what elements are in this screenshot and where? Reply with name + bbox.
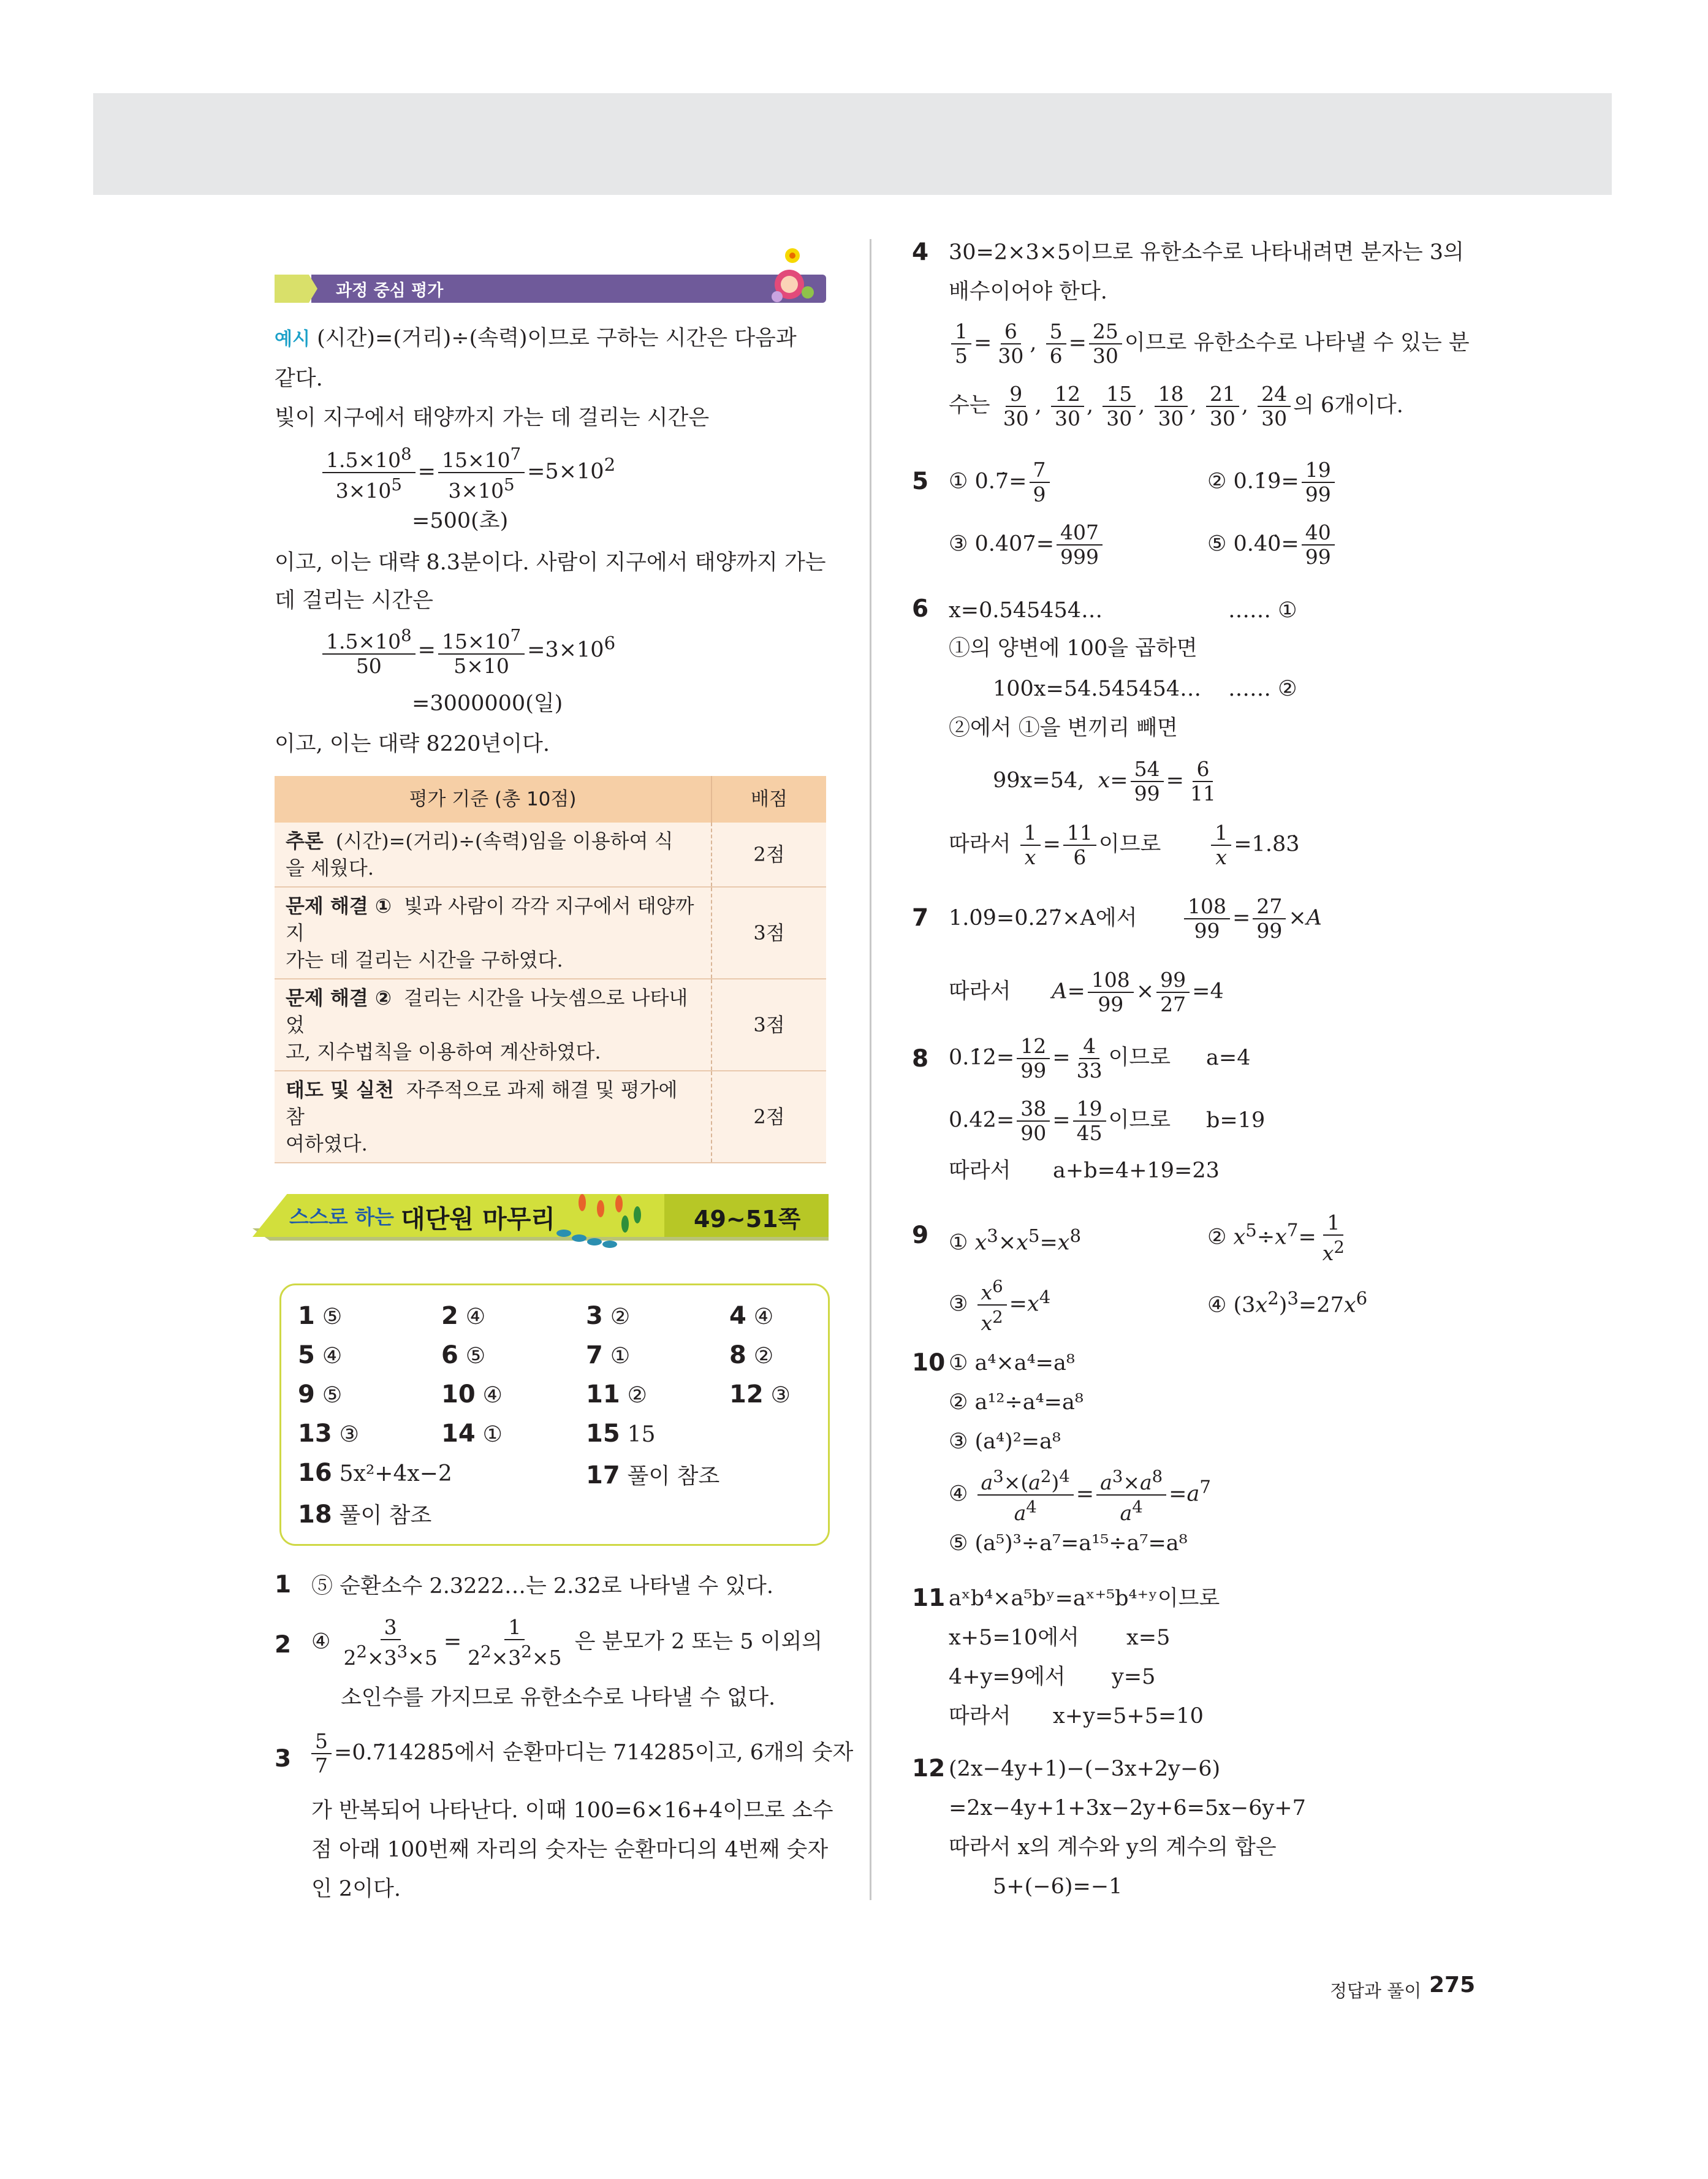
answer-number: 12	[729, 1380, 764, 1409]
solution-4b: 배수이어야 한다.	[949, 280, 1107, 304]
solution-9-3: ③ $\frac{x^6}{x^2}$ $=x^4$	[949, 1275, 1050, 1335]
eval-text-5: 데 걸리는 시간은	[275, 588, 433, 613]
solution-6e-text: 99x=54,	[993, 768, 1085, 793]
answer-value: ⑤	[322, 1383, 343, 1408]
example-label: 예시	[275, 329, 310, 350]
solution-11d: 따라서	[949, 1704, 1011, 1728]
answer-value: ③	[770, 1383, 791, 1408]
solution-8b2: b=19	[1206, 1108, 1266, 1133]
answer-number: 16	[298, 1459, 332, 1487]
solution-9-2: ② $x^5\div x^7=$ $\frac{1}{x^2}$	[1207, 1211, 1345, 1265]
answer-value: ⑤	[465, 1344, 486, 1369]
solution-6e: 99x=54, x= $\frac{54}{99}$ = $\frac{6}{11}$	[993, 757, 1216, 805]
eval-text-6: 이고, 이는 대략 8220년이다.	[275, 732, 550, 756]
answer-item	[586, 1380, 647, 1409]
solution-11c: 4+y=9에서	[949, 1665, 1066, 1689]
answer-number: 14	[441, 1420, 476, 1448]
answer-item	[441, 1380, 503, 1409]
solution-6c-tag: …… ②	[1228, 677, 1297, 701]
solution-8b: 0.42̇= $\frac{38}{90}$ = $\frac{19}{45}$ 이므로	[949, 1097, 1171, 1145]
review-banner	[252, 1194, 829, 1255]
solution-number: 8	[912, 1045, 929, 1073]
answer-value: 15	[627, 1422, 656, 1447]
solution-5-5: ⑤ 0.4̇0̇= $\frac{40}{99}$	[1207, 521, 1337, 569]
rubric-row	[275, 823, 826, 887]
answer-value: ④	[753, 1304, 774, 1329]
banner-lead	[275, 275, 317, 303]
solution-number: 2	[275, 1631, 292, 1659]
column-divider	[870, 239, 871, 1900]
solution-3d: 인 2이다.	[311, 1877, 401, 1901]
rubric-score: 3점	[712, 887, 826, 979]
solution-3c: 점 아래 100번째 자리의 숫자는 순환마디의 4번째 숫자	[311, 1838, 829, 1862]
answer-item	[441, 1302, 485, 1330]
solution-3-eq: $\frac{5}{7}$ =0.7̇14285̇에서 순환마디는 714285이고, 6개의 숫자	[309, 1730, 853, 1778]
rubric-table	[275, 776, 826, 1163]
eval-text-4: 이고, 이는 대략 8.3분이다. 사람이 지구에서 태양까지 가는	[275, 550, 826, 575]
solution-12b: =2x−4y+1+3x−2y+6=5x−6y+7	[949, 1796, 1306, 1820]
eval-eq-1: $\frac{1.5\times 10^8}{3\times 10^5}$ = $\frac{15\times 10^7}{3\times 10^5}$ $=5\times 10^2$	[320, 443, 615, 503]
solution-4c: $\frac{1}{5}$ = $\frac{6}{30}$ , $\frac{5}{6}$ = $\frac{25}{30}$ 이므로 유한소수로 나타낼 수 있는 분	[949, 320, 1470, 368]
rubric-row	[275, 979, 826, 1071]
solution-number: 10	[912, 1349, 946, 1377]
solution-4d: 수는 $\frac{9}{30}$ , $\frac{12}{30}$ , $\frac{15}{30}$ , $\frac{18}{30}$ , $\frac{21}{30}$ , $\frac{24}{30}$ 의 6개이다.	[949, 382, 1403, 430]
solution-number: 9	[912, 1222, 929, 1249]
eval-text-2: 같다.	[275, 367, 323, 391]
solution-number: 7	[912, 904, 929, 932]
solution-6a: x=0.545454…	[949, 598, 1103, 623]
answer-value: ④	[322, 1344, 343, 1369]
solution-number: 1	[275, 1571, 292, 1599]
solution-6c: 100x=54.545454…	[993, 677, 1202, 701]
rubric-text: 걸리는 시간을 나눗셈으로 나타내었	[286, 986, 688, 1036]
answer-value: ②	[627, 1383, 647, 1408]
eval-eq-2b: =3000000(일)	[412, 691, 563, 716]
solution-4a: 30=2×3×5이므로 유한소수로 나타내려면 분자는 3의	[949, 240, 1464, 265]
solution-2a: 은 분모가 2 또는 5 이외의	[574, 1629, 823, 1654]
solution-6f2: 이므로	[1098, 832, 1161, 857]
answer-item	[298, 1380, 342, 1409]
solution-number: 5	[912, 468, 929, 495]
rubric-score: 3점	[712, 979, 826, 1071]
answer-value: ④	[482, 1383, 503, 1408]
page-number: 275	[1429, 1972, 1476, 1998]
solution-7a-eq: $\frac{108}{99}$ = $\frac{27}{99}$ ×A	[1182, 895, 1322, 943]
solution-8a-text: 이므로	[1108, 1045, 1171, 1070]
solution-5-3: ③ 0.4̇07̇= $\frac{407}{999}$	[949, 521, 1105, 569]
solution-number: 11	[912, 1584, 946, 1612]
rubric-row	[275, 1071, 826, 1163]
solution-9-1: ① $x^3\times x^5=x^8$	[949, 1225, 1082, 1255]
solution-1: ⑤ 순환소수 2.3222…는 2.32̇로 나타낼 수 있다.	[311, 1574, 773, 1599]
rubric-label: 태도 및 실천	[286, 1078, 394, 1101]
answer-item	[298, 1302, 342, 1330]
solution-12a: (2x−4y+1)−(−3x+2y−6)	[949, 1757, 1221, 1781]
rubric-header-criteria: 평가 기준 (총 10점)	[275, 776, 712, 823]
answer-value: ②	[753, 1344, 774, 1369]
answer-number: 18	[298, 1500, 332, 1529]
rubric-text: 빛과 사람이 각각 지구에서 태양까지	[286, 894, 694, 945]
top-header-bar	[93, 93, 1612, 195]
answer-value: ①	[482, 1422, 503, 1447]
answer-value: 5x²+4x−2	[339, 1461, 452, 1486]
solution-8a2: a=4	[1206, 1046, 1251, 1070]
eval-text-3: 빛이 지구에서 태양까지 가는 데 걸리는 시간은	[275, 406, 710, 430]
answer-number: 6	[441, 1341, 458, 1369]
review-title: 대단원 마무리	[401, 1204, 555, 1234]
rubric-text: 고, 지수법칙을 이용하여 계산하였다.	[286, 1040, 601, 1063]
answer-number: 5	[298, 1341, 315, 1369]
answer-value: ②	[610, 1304, 631, 1329]
solution-9-4: ④ $(3x^2)^3=27x^6$	[1207, 1288, 1368, 1318]
answer-item	[441, 1341, 485, 1369]
solution-6f-text: 따라서	[949, 832, 1011, 857]
answer-item	[729, 1302, 773, 1330]
solution-10-3: ③ (a⁴)²=a⁸	[949, 1429, 1061, 1454]
solution-7b-text: 따라서	[949, 979, 1011, 1004]
solution-4d-post: 의 6개이다.	[1293, 393, 1403, 418]
solution-3b: 가 반복되어 나타난다. 이때 100=6×16+4이므로 소수	[311, 1798, 833, 1823]
solution-4c-text: 이므로 유한소수로 나타낼 수 있는 분	[1124, 330, 1470, 356]
answer-item	[298, 1498, 431, 1529]
rubric-text: 여하였다.	[286, 1132, 368, 1155]
rubric-label: 추론	[286, 829, 324, 853]
answer-item	[586, 1459, 719, 1490]
solution-6d: ②에서 ①을 변끼리 빼면	[949, 716, 1178, 740]
answer-number: 13	[298, 1420, 332, 1448]
answer-item	[729, 1380, 791, 1409]
solution-11b2: x=5	[1126, 1626, 1171, 1650]
solution-11d2: x+y=5+5=10	[1053, 1704, 1204, 1728]
answer-value: 풀이 참조	[339, 1503, 432, 1528]
process-eval-title: 과정 중심 평가	[336, 281, 444, 300]
solution-6b: ①의 양변에 100을 곱하면	[949, 636, 1197, 661]
solution-8c2: a+b=4+19=23	[1053, 1158, 1220, 1183]
girl-illustration-icon	[765, 240, 820, 308]
rubric-text: 을 세웠다.	[286, 856, 374, 880]
answer-value: ①	[610, 1344, 631, 1369]
answer-item	[298, 1420, 359, 1448]
solution-7b: 따라서 A= $\frac{108}{99}$ × $\frac{99}{27}$ =4	[949, 968, 1224, 1016]
solution-2-eq: ④ $\frac{3}{2^2\times 3^3\times 5}$ = $\frac{1}{2^2\times 3^2\times 5}$ 은 분모가 2 또는 5 이외의	[311, 1615, 823, 1670]
answer-number: 4	[729, 1302, 746, 1330]
solution-10-4: ④ $\frac{a^3\times(a^2)^4}{a^4}$ = $\frac{a^3\times a^8}{a^4}$ $=a^7$	[949, 1465, 1211, 1525]
solution-6f3: =1.83̇	[1234, 832, 1300, 857]
solution-11a: aˣb⁴×a⁵bʸ=aˣ⁺⁵b⁴⁺ʸ이므로	[949, 1586, 1220, 1611]
review-title-prefix: 스스로 하는	[289, 1205, 394, 1229]
solution-8a: 0.1̇2̇= $\frac{12}{99}$ = $\frac{4}{33}$ 이므로	[949, 1034, 1171, 1082]
solution-8c: 따라서	[949, 1158, 1011, 1183]
rubric-score: 2점	[712, 823, 826, 887]
answer-number: 1	[298, 1302, 315, 1330]
solution-12c: 따라서 x의 계수와 y의 계수의 합은	[949, 1835, 1277, 1860]
review-pages: 49~51쪽	[694, 1206, 801, 1233]
rubric-label: 문제 해결 ②	[286, 986, 392, 1010]
rubric-text: 자주적으로 과제 해결 및 평가에 참	[286, 1078, 678, 1128]
solution-number: 12	[912, 1755, 946, 1782]
solution-5-2: ② 0.1̇9̇= $\frac{19}{99}$	[1207, 458, 1337, 506]
answer-number: 3	[586, 1302, 603, 1330]
answer-item	[729, 1341, 773, 1369]
solution-4d-pre: 수는	[949, 393, 990, 418]
solution-11c2: y=5	[1112, 1665, 1156, 1689]
process-eval-banner	[275, 271, 826, 306]
leaf-decoration-icon	[545, 1190, 662, 1258]
answer-item	[298, 1341, 342, 1369]
answer-item	[298, 1459, 452, 1487]
solution-6f: 따라서 $\frac{1}{x}$ = $\frac{11}{6}$ 이므로 $\frac{1}{x}$ =1.83̇	[949, 821, 1300, 869]
answer-item	[586, 1420, 655, 1448]
solution-12d: 5+(−6)=−1	[993, 1874, 1123, 1899]
answer-number: 11	[586, 1380, 620, 1409]
answer-item	[586, 1302, 630, 1330]
rubric-text: 가는 데 걸리는 시간을 구하였다.	[286, 948, 563, 972]
solution-number: 6	[912, 595, 929, 623]
solution-11b: x+5=10에서	[949, 1626, 1079, 1650]
solution-8b-text: 이므로	[1108, 1108, 1171, 1133]
solution-7a: 1.0̇9̇=0.2̇7̇×A에서	[949, 906, 1137, 930]
answer-value: ⑤	[322, 1304, 343, 1329]
answer-number: 17	[586, 1461, 620, 1489]
rubric-score: 2점	[712, 1071, 826, 1163]
answer-number: 7	[586, 1341, 603, 1369]
eval-eq-1b: =500(초)	[412, 509, 509, 533]
answer-value: 풀이 참조	[627, 1464, 720, 1489]
answer-number: 10	[441, 1380, 476, 1409]
answer-number: 8	[729, 1341, 746, 1369]
solution-5-1: ① 0.7̇= $\frac{7}{9}$	[949, 458, 1052, 506]
rubric-header-score: 배점	[712, 776, 826, 823]
answer-value: ③	[339, 1422, 359, 1447]
solution-6a-tag: …… ①	[1228, 598, 1297, 623]
footer-label: 정답과 풀이	[1330, 1980, 1422, 2001]
answer-value: ④	[465, 1304, 486, 1329]
answer-number: 9	[298, 1380, 315, 1409]
solution-number: 3	[275, 1745, 292, 1773]
answer-item	[586, 1341, 630, 1369]
solution-10-1: ① a⁴×a⁴=a⁸	[949, 1351, 1075, 1375]
eval-text-1: (시간)=(거리)÷(속력)이므로 구하는 시간은 다음과	[317, 326, 797, 351]
solution-3a: =0.7̇14285̇에서 순환마디는 714285이고, 6개의 숫자	[334, 1740, 854, 1765]
solution-2b: 소인수를 가지므로 유한소수로 나타낼 수 없다.	[341, 1686, 776, 1710]
rubric-text: (시간)=(거리)÷(속력)임을 이용하여 식	[335, 829, 674, 853]
solution-number: 4	[912, 238, 929, 266]
solution-10-2: ② a¹²÷a⁴=a⁸	[949, 1390, 1084, 1415]
rubric-row	[275, 887, 826, 979]
rubric-label: 문제 해결 ①	[286, 894, 392, 918]
solution-10-5: ⑤ (a⁵)³÷a⁷=a¹⁵÷a⁷=a⁸	[949, 1531, 1188, 1556]
eval-eq-2: $\frac{1.5\times 10^8}{50}$ = $\frac{15\times 10^7}{5\times 10}$ $=3\times 10^6$	[320, 624, 615, 678]
answer-item	[441, 1420, 503, 1448]
answer-number: 15	[586, 1420, 620, 1448]
answer-number: 2	[441, 1302, 458, 1330]
